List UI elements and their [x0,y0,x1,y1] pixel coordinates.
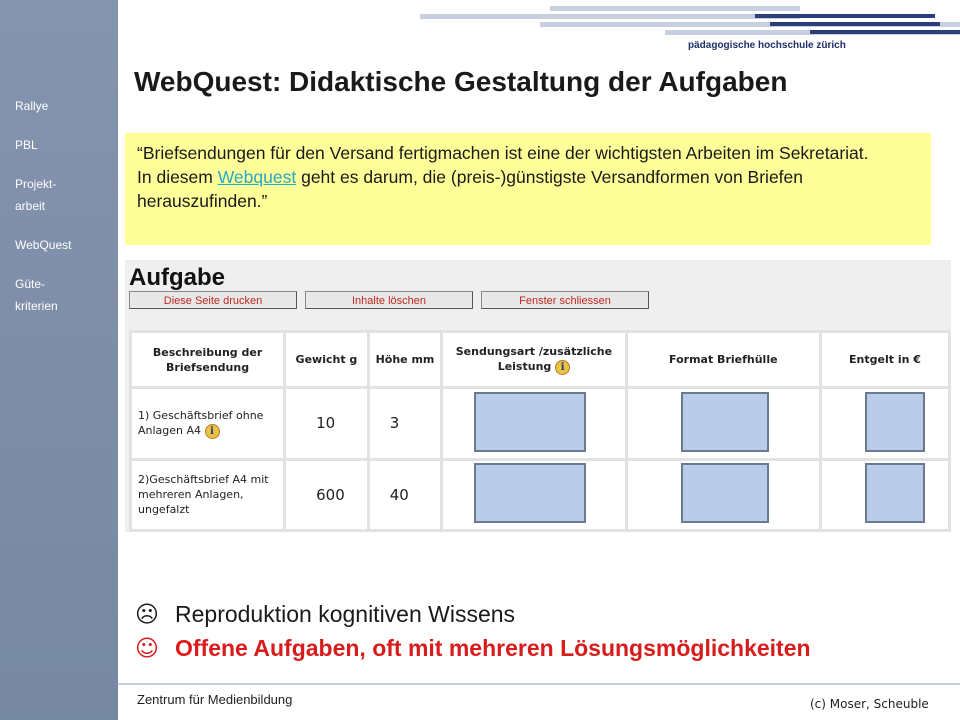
row-height: 3 [370,389,441,457]
sidebar-item-rallye[interactable]: Rallye [15,99,49,113]
column-header: Höhe mm [370,333,441,386]
quote-box [125,133,931,245]
column-header: Gewicht g [286,333,367,386]
format-cell [628,389,819,457]
task-heading: Aufgabe [129,264,225,291]
sidebar-nav [15,95,71,322]
fee-input[interactable] [865,463,925,523]
logo: pädagogische hochschule zürich [688,40,846,51]
row-description-text: 1) Geschäftsbrief ohne Anlagen A4 [138,409,264,438]
sidebar-item-label: kriterien [15,299,58,313]
sidebar-item-label: Projekt- [15,177,57,191]
table-header-row [132,333,948,386]
sidebar-item-pbl[interactable]: PBL [15,138,38,152]
sidebar-item-label: arbeit [15,199,46,213]
task-table [129,330,951,532]
info-icon[interactable]: i [205,424,220,439]
sidebar-item-label: Güte- [15,277,46,291]
fee-cell [822,389,948,457]
webquest-link[interactable]: Webquest [217,167,297,187]
sidebar-item-projektarbeit[interactable] [15,173,71,217]
fee-input[interactable] [865,392,925,452]
table-row [132,461,948,529]
bullet-positive [135,632,811,666]
column-header: Format Briefhülle [628,333,819,386]
bullet-negative [135,598,811,632]
sidebar [0,0,118,720]
shipping-type-cell [443,461,624,529]
clear-content-button[interactable]: Inhalte löschen [305,291,473,309]
column-header: Entgelt in € [822,333,948,386]
row-description: 2)Geschäftsbrief A4 mit mehreren Anlagen, ungefalzt [132,461,283,529]
sidebar-item-webquest[interactable]: WebQuest [15,238,72,252]
row-weight: 10 [286,389,367,457]
column-header-label: Sendungsart /zusätzliche Leistung [455,345,613,374]
quote-text: “Briefsendungen für den Versand fertigmachen ist eine der wichtigsten Arbeiten im Sekretariat. [137,143,869,163]
frown-icon: ☹ [135,602,159,628]
column-header [443,333,624,386]
info-icon[interactable]: i [555,360,570,375]
column-header: Beschreibung der Briefsendung [132,333,283,386]
footer-institution: Zentrum für Medienbildung [137,692,293,707]
row-description [132,389,283,457]
format-input[interactable] [681,392,769,452]
task-screenshot [125,260,951,532]
print-page-button[interactable]: Diese Seite drucken [129,291,297,309]
shipping-type-input[interactable] [474,463,586,523]
fee-cell [822,461,948,529]
shipping-type-cell [443,389,624,457]
row-height: 40 [370,461,441,529]
shipping-type-input[interactable] [474,392,586,452]
quote-text: In diesem [137,167,218,187]
bullet-text: Reproduktion kognitiven Wissens [175,601,516,627]
page-title: WebQuest: Didaktische Gestaltung der Aufgaben [134,66,788,97]
format-input[interactable] [681,463,769,523]
bullet-text: Offene Aufgaben, oft mit mehreren Lösungsmöglichkeiten [175,635,811,661]
smile-icon: ☺ [135,636,159,662]
table-row [132,389,948,457]
row-weight: 600 [286,461,367,529]
quote-text: geht es darum, die (preis-)günstigste Versandformen von Briefen herauszufinden.” [137,167,804,211]
format-cell [628,461,819,529]
bullet-list [135,598,811,666]
sidebar-item-guetekriterien[interactable] [15,273,71,317]
footer-copyright: (c) Moser, Scheuble [810,697,929,711]
footer-divider [118,683,960,685]
close-window-button[interactable]: Fenster schliessen [481,291,649,309]
